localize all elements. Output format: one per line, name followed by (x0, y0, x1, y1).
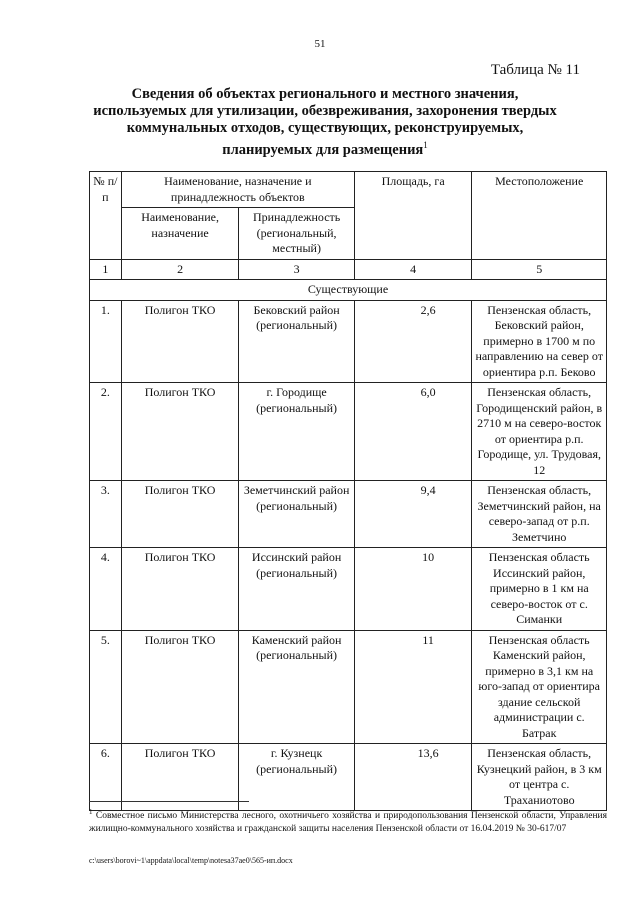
column-index: 5 (472, 259, 607, 280)
section-title: Существующие (90, 280, 607, 301)
table-row (90, 300, 607, 383)
row-name: Полигон ТКО (121, 630, 239, 744)
row-area-cell (354, 383, 472, 481)
row-owner: Каменский район (региональный) (239, 630, 354, 744)
title-footnote-mark: 1 (423, 140, 428, 150)
footnote-divider (89, 801, 249, 802)
row-num: 3. (90, 481, 122, 548)
row-owner: Земетчинский район (региональный) (239, 481, 354, 548)
row-area-cell (354, 481, 472, 548)
document-title (90, 86, 560, 159)
header-group: Наименование, назначение и принадлежность объектов (121, 172, 354, 208)
title-text: Сведения об объектах регионального и местного значения, используемых для утилизации, обезвреживания, захоронения твердых коммунальных отходов, существующих, реконструируемых, планируемых для размещения (93, 86, 557, 158)
section-row (90, 280, 607, 301)
row-owner: Бековский район (региональный) (239, 300, 354, 383)
table-row (90, 383, 607, 481)
row-name: Полигон ТКО (121, 300, 239, 383)
column-index: 4 (354, 259, 472, 280)
footnote-text: Совместное письмо Министерства лесного, охотничьего хозяйства и природопользования Пензенской области, Управления жилищно-коммунального хозяйства и гражданской защиты населения Пензенской области от 16.04.2019 № 30-617/07 (89, 811, 608, 835)
row-area-cell (354, 548, 472, 631)
page-number: 51 (314, 38, 326, 50)
header-row (90, 172, 607, 208)
row-owner: Иссинский район (региональный) (239, 548, 354, 631)
table-label: Таблица № 11 (490, 62, 580, 78)
column-index: 3 (239, 259, 354, 280)
row-num: 2. (90, 383, 122, 481)
footnote-mark: 1 (89, 808, 93, 816)
row-location: Пензенская область Иссинский район, примерно в 1 км на северо-восток от с. Симанки (472, 548, 607, 631)
header-name: Наименование, назначение (121, 208, 239, 260)
row-location: Пензенская область, Бековский район, примерно в 1700 м по направлению на север от ориентира р.п. Беково (472, 300, 607, 383)
row-area: 6,0 (420, 385, 436, 399)
header-owner: Принадлежность (региональный, местный) (239, 208, 354, 260)
header-area: Площадь, га (354, 172, 472, 260)
row-area: 9,4 (420, 483, 436, 497)
row-location: Пензенская область, Городищенский район, в 2710 м на северо-восток от ориентира р.п. Городище, ул. Трудовая, 12 (472, 383, 607, 481)
row-name: Полигон ТКО (121, 481, 239, 548)
row-name: Полигон ТКО (121, 744, 239, 811)
row-num: 4. (90, 548, 122, 631)
column-index: 2 (121, 259, 239, 280)
row-name: Полигон ТКО (121, 383, 239, 481)
facilities-table (89, 171, 607, 811)
table-row (90, 481, 607, 548)
file-path: c:\users\borovi~1\appdata\local\temp\notesa37ae0\565-ип.docx (89, 856, 293, 865)
row-location: Пензенская область Каменский район, примерно в 3,1 км на юго-запад от ориентира здание сельской администрации с. Батрак (472, 630, 607, 744)
table-row (90, 630, 607, 744)
row-name: Полигон ТКО (121, 548, 239, 631)
row-area-cell (354, 630, 472, 744)
header-num: № п/п (90, 172, 122, 260)
row-location: Пензенская область, Кузнецкий район, в 3 км от центра с. Траханиотово (472, 744, 607, 811)
table-row (90, 548, 607, 631)
row-num: 6. (90, 744, 122, 811)
row-owner: г. Кузнецк (региональный) (239, 744, 354, 811)
row-num: 5. (90, 630, 122, 744)
header-location: Местоположение (472, 172, 607, 260)
row-area: 11 (422, 632, 434, 647)
row-area-cell (354, 744, 472, 811)
column-index-row (90, 259, 607, 280)
row-area: 13,6 (417, 746, 439, 760)
column-index: 1 (90, 259, 122, 280)
row-num: 1. (90, 300, 122, 383)
row-location: Пензенская область, Земетчинский район, на северо-запад от р.п. Земетчино (472, 481, 607, 548)
row-area: 2,6 (420, 302, 436, 317)
row-area: 10 (422, 550, 435, 564)
footnote (89, 806, 607, 836)
row-owner: г. Городище (региональный) (239, 383, 354, 481)
row-area-cell (354, 300, 472, 383)
